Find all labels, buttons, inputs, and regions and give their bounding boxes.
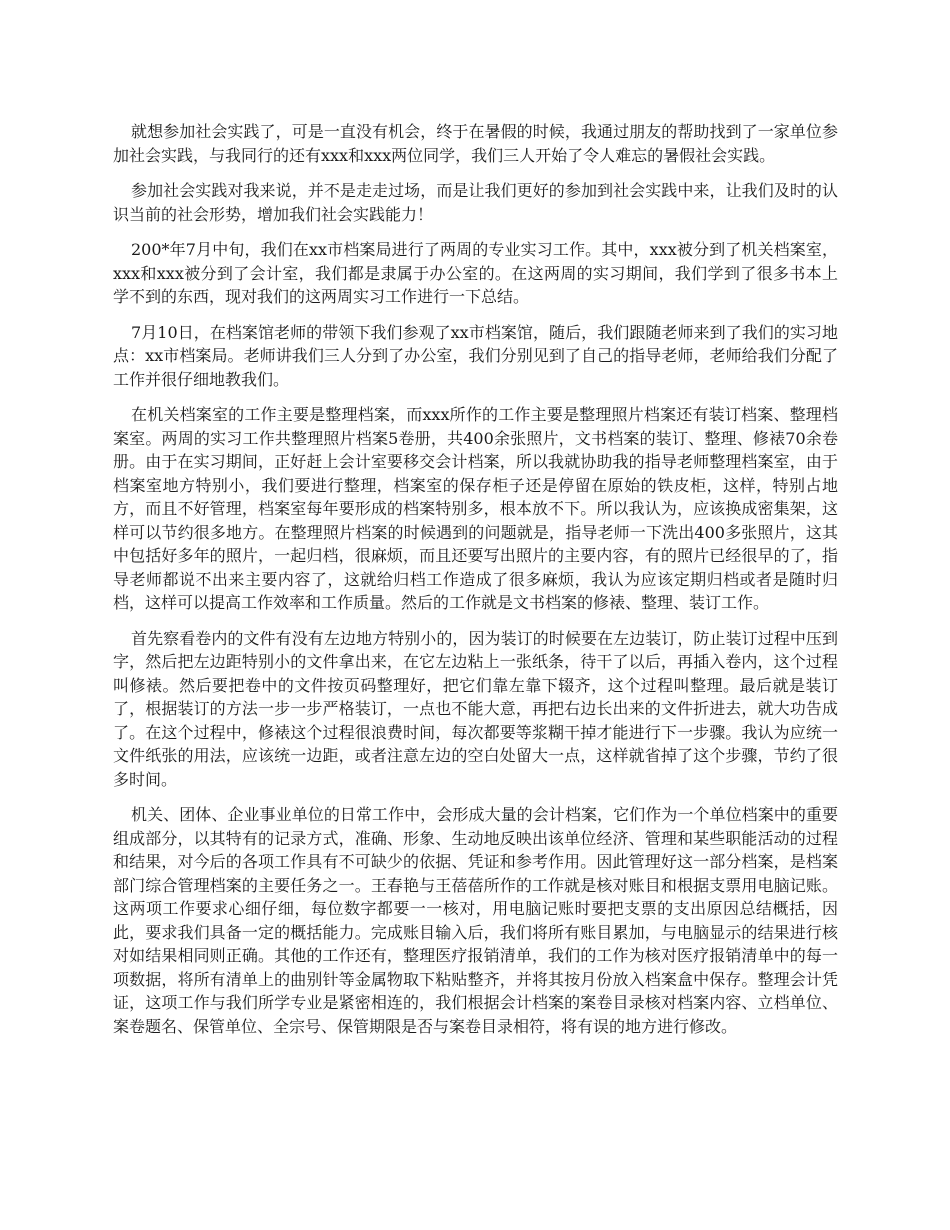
paragraph-5: 在机关档案室的工作主要是整理档案，而xxx所作的工作主要是整理照片档案还有装订档案、整理档案室。两周的实习工作共整理照片档案5卷册，共400余张照片，文书档案的装订、整理、修裱70余卷册。由于在实习期间，正好赶上会计室要移交会计档案，所以我就协助我的指导老师整理档案室，由于档案室地方特别小，我们要进行整理，档案室的保存柜子还是停留在原始的铁皮柜，这样，特别占地方，而且不好管理，档案室每年要形成的档案特别多，根本放不下。所以我认为，应该换成密集架，这样可以节约很多地方。在整理照片档案的时候遇到的问题就是，指导老师一下洗出400多张照片，这其中包括好多年的照片，一起归档，很麻烦，而且还要写出照片的主要内容，有的照片已经很早的了，指导老师都说不出来主要内容了，这就给归档工作造成了很多麻烦，我认为应该定期归档或者是随时归档，这样可以提高工作效率和工作质量。然后的工作就是文书档案的修裱、整理、装订工作。 bbox=[113, 405, 838, 612]
paragraph-7: 机关、团体、企业事业单位的日常工作中，会形成大量的会计档案，它们作为一个单位档案中的重要组成部分，以其特有的记录方式，准确、形象、生动地反映出该单位经济、管理和某些职能活动的过程和结果，对今后的各项工作具有不可缺少的依据、凭证和参考作用。因此管理好这一部分档案，是档案部门综合管理档案的主要任务之一。王春艳与王蓓蓓所作的工作就是核对账目和根据支票用电脑记账。这两项工作要求心细仔细，每位数字都要一一核对，用电脑记账时要把支票的支出原因总结概括，因此，要求我们具备一定的概括能力。完成账目输入后，我们将所有账目累加，与电脑显示的结果进行核对如结果相同则正确。其他的工作还有，整理医疗报销清单，我们的工作为核对医疗报销清单中的每一项数据，将所有清单上的曲别针等金属物取下粘贴整齐，并将其按月份放入档案盒中保存。整理会计凭证，这项工作与我们所学专业是紧密相连的，我们根据会计档案的案卷目录核对档案内容、立档单位、案卷题名、保管单位、全宗号、保管期限是否与案卷目录相符，将有误的地方进行修改。 bbox=[113, 805, 838, 1036]
document-page bbox=[113, 120, 838, 1050]
paragraph-1: 就想参加社会实践了，可是一直没有机会，终于在暑假的时候，我通过朋友的帮助找到了一家单位参加社会实践，与我同行的还有xxx和xxx两位同学，我们三人开始了令人难忘的暑假社会实践。 bbox=[113, 122, 838, 165]
paragraph-6: 首先察看卷内的文件有没有左边地方特别小的，因为装订的时候要在左边装订，防止装订过程中压到字，然后把左边距特别小的文件拿出来，在它左边粘上一张纸条，待干了以后，再插入卷内，这个过程叫修裱。然后要把卷中的文件按页码整理好，把它们靠左靠下辍齐，这个过程叫整理。最后就是装订了，根据装订的方法一步一步严格装订，一点也不能大意，再把右边长出来的文件折进去，就大功告成了。在这个过程中，修裱这个过程很浪费时间，每次都要等浆糊干掉才能进行下一步骤。我认为应统一文件纸张的用法，应该统一边距，或者注意左边的空白处留大一点，这样就省掉了这个步骤，节约了很多时间。 bbox=[113, 628, 838, 789]
paragraph-2: 参加社会实践对我来说，并不是走走过场，而是让我们更好的参加到社会实践中来，让我们及时的认识当前的社会形势，增加我们社会实践能力！ bbox=[113, 181, 838, 224]
paragraph-4: 7月10日，在档案馆老师的带领下我们参观了xx市档案馆，随后，我们跟随老师来到了我们的实习地点：xx市档案局。老师讲我们三人分到了办公室，我们分别见到了自己的指导老师，老师给我们分配了工作并很仔细地教我们。 bbox=[113, 322, 838, 389]
paragraph-3: 200*年7月中旬，我们在xx市档案局进行了两周的专业实习工作。其中，xxx被分到了机关档案室，xxx和xxx被分到了会计室，我们都是隶属于办公室的。在这两周的实习期间，我们学到了很多书本上学不到的东西，现对我们的这两周实习工作进行一下总结。 bbox=[113, 240, 838, 306]
